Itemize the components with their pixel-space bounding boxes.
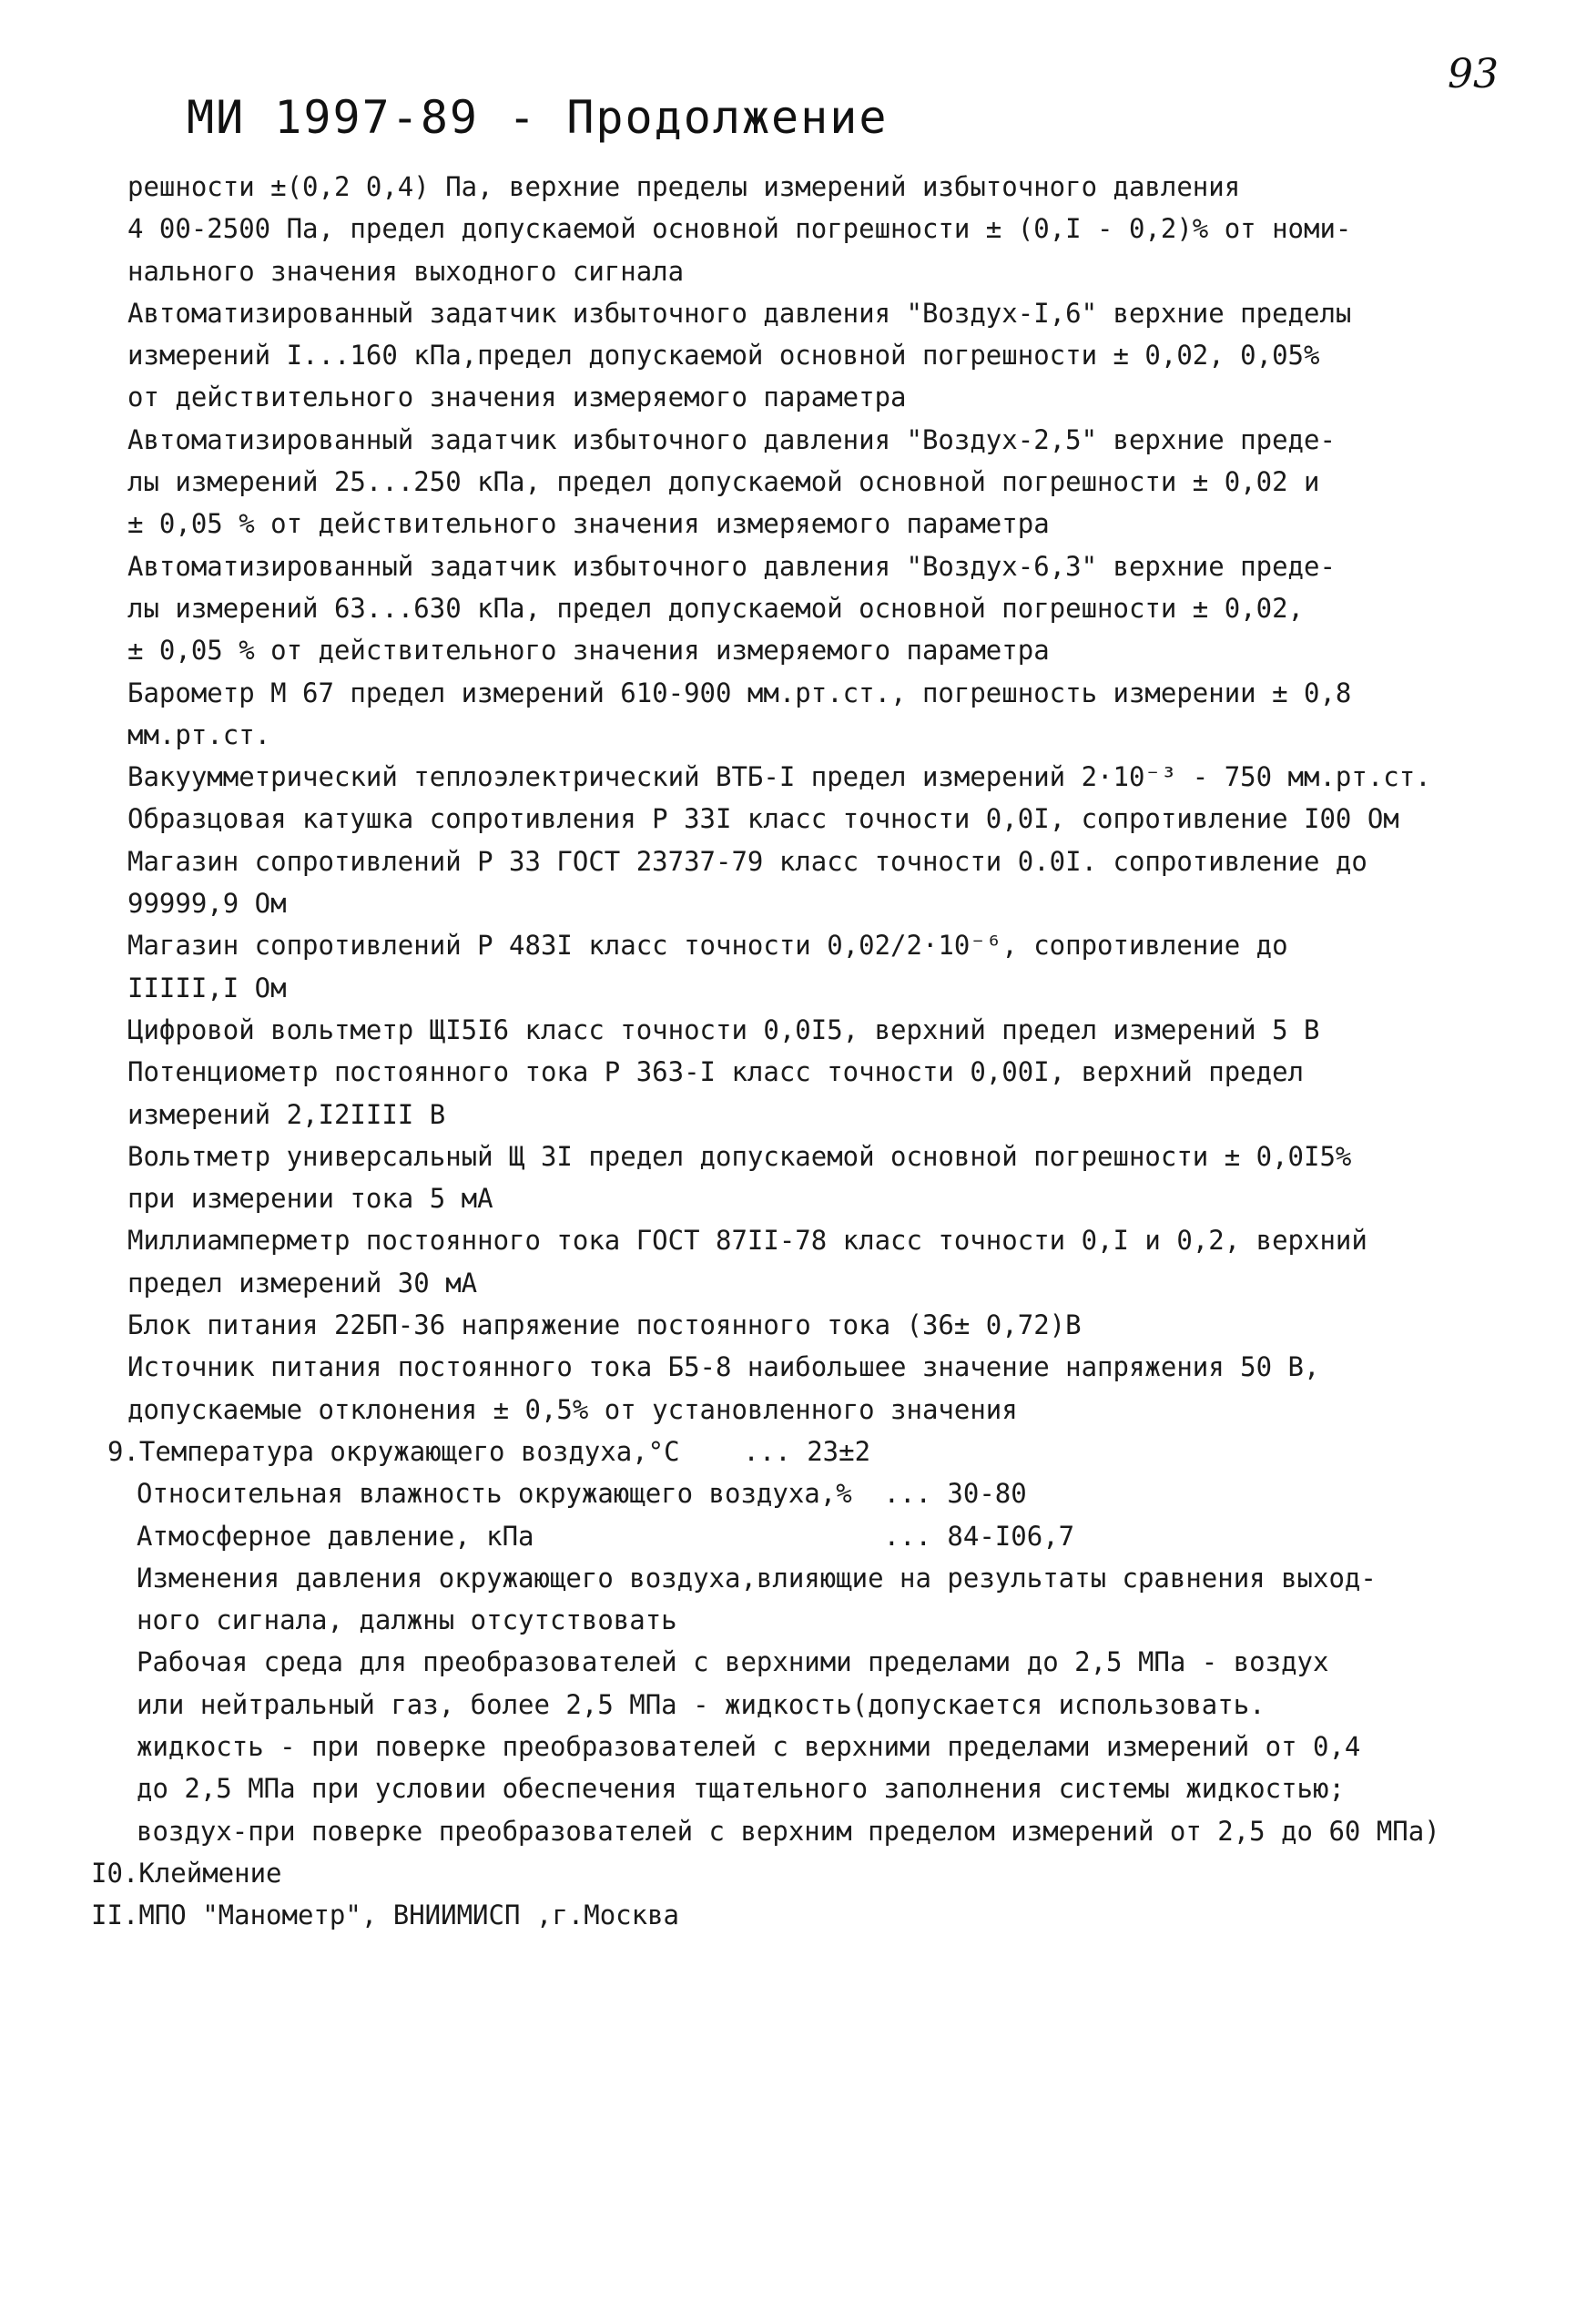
text-line: предел измерений 30 мА bbox=[127, 1267, 478, 1299]
text-line: Относительная влажность окружающего воздуха,% ... 30-80 bbox=[137, 1478, 1027, 1510]
text-line: лы измерений 63...630 кПа, предел допускаемой основной погрешности ± 0,02, bbox=[127, 592, 1305, 624]
text-line: Магазин сопротивлений Р 483I класс точности 0,02/2·10⁻⁶, сопротивление до bbox=[127, 930, 1288, 962]
text-line: ного сигнала, далжны отсутствовать bbox=[137, 1604, 677, 1636]
text-line: измерений 2,I2IIII В bbox=[127, 1098, 446, 1130]
text-line: Автоматизированный задатчик избыточного давления "Воздух-I,6" верхние пределы bbox=[127, 297, 1352, 329]
text-line: лы измерений 25...250 кПа, предел допускаемой основной погрешности ± 0,02 и bbox=[127, 466, 1320, 498]
text-line: нального значения выходного сигнала bbox=[127, 255, 685, 287]
text-line: I0.Клеймение bbox=[91, 1857, 282, 1889]
text-line: ± 0,05 % от действительного значения измеряемого параметра bbox=[127, 635, 1050, 667]
text-line: Изменения давления окружающего воздуха,влияющие на результаты сравнения выход- bbox=[137, 1562, 1377, 1594]
text-line: Рабочая среда для преобразователей с верхними пределами до 2,5 МПа - воздух bbox=[137, 1646, 1329, 1678]
text-line: IIIII,I Ом bbox=[127, 972, 287, 1003]
text-line: Источник питания постоянного тока Б5-8 наибольшее значение напряжения 50 В, bbox=[127, 1351, 1320, 1383]
text-line: Потенциометр постоянного тока Р 363-I класс точности 0,00I, верхний предел bbox=[127, 1056, 1305, 1088]
text-line: Атмосферное давление, кПа ... 84-I06,7 bbox=[137, 1520, 1075, 1552]
text-line: при измерении тока 5 мА bbox=[127, 1183, 493, 1215]
text-line: воздух-при поверке преобразователей с верхним пределом измерений от 2,5 до 60 МПа) bbox=[137, 1815, 1440, 1847]
text-line: мм.рт.ст. bbox=[127, 718, 271, 750]
text-line: допускаемые отклонения ± 0,5% от установленного значения bbox=[127, 1393, 1018, 1425]
text-line: Вакуумметрический теплоэлектрический ВТБ-I предел измерений 2·10⁻³ - 750 мм.рт.ст. bbox=[127, 761, 1431, 793]
text-line: решности ±(0,2 0,4) Па, верхние пределы измерений избыточного давления bbox=[127, 171, 1241, 202]
text-line: Вольтметр универсальный Щ 3I предел допускаемой основной погрешности ± 0,0I5% bbox=[127, 1140, 1352, 1172]
document-header: МИ 1997-89 - Продолжение bbox=[187, 91, 889, 144]
text-line: или нейтральный газ, более 2,5 МПа - жидкость(допускается использовать. bbox=[137, 1688, 1266, 1720]
text-line: Барометр М 67 предел измерений 610-900 мм.рт.ст., погрешность измерении ± 0,8 bbox=[127, 677, 1352, 708]
text-line: Образцовая катушка сопротивления Р 33I класс точности 0,0I, сопротивление I00 Ом bbox=[127, 803, 1399, 835]
text-line: 4 00-2500 Па, предел допускаемой основной погрешности ± (0,I - 0,2)% от номи- bbox=[127, 213, 1352, 245]
text-line: Магазин сопротивлений Р 33 ГОСТ 23737-79 класс точности 0.0I. сопротивление до bbox=[127, 845, 1367, 877]
page-number: 93 bbox=[1448, 51, 1499, 97]
text-line: ± 0,05 % от действительного значения измеряемого параметра bbox=[127, 508, 1050, 540]
text-line: жидкость - при поверке преобразователей с верхними пределами измерений от 0,4 bbox=[137, 1730, 1361, 1762]
text-line: Автоматизированный задатчик избыточного давления "Воздух-2,5" верхние преде- bbox=[127, 423, 1336, 455]
document-body bbox=[91, 166, 1575, 1936]
text-line: 99999,9 Ом bbox=[127, 888, 287, 920]
text-line: Блок питания 22БП-36 напряжение постоянного тока (36± 0,72)В bbox=[127, 1309, 1082, 1341]
text-line: измерений I...160 кПа,предел допускаемой основной погрешности ± 0,02, 0,05% bbox=[127, 340, 1320, 372]
text-line: от действительного значения измеряемого параметра bbox=[127, 382, 907, 413]
text-line: Автоматизированный задатчик избыточного давления "Воздух-6,3" верхние преде- bbox=[127, 550, 1336, 582]
text-line: до 2,5 МПа при условии обеспечения тщательного заполнения системы жидкостью; bbox=[137, 1773, 1345, 1805]
text-line: II.МПО "Манометр", ВНИИМИСП ,г.Москва bbox=[91, 1900, 680, 1931]
text-line: Цифровой вольтметр ЩI5I6 класс точности 0,0I5, верхний предел измерений 5 В bbox=[127, 1013, 1320, 1045]
text-line: Миллиамперметр постоянного тока ГОСТ 87II-78 класс точности 0,I и 0,2, верхний bbox=[127, 1225, 1367, 1257]
text-line: 9.Температура окружающего воздуха,°С ... 23±2 bbox=[107, 1435, 871, 1467]
